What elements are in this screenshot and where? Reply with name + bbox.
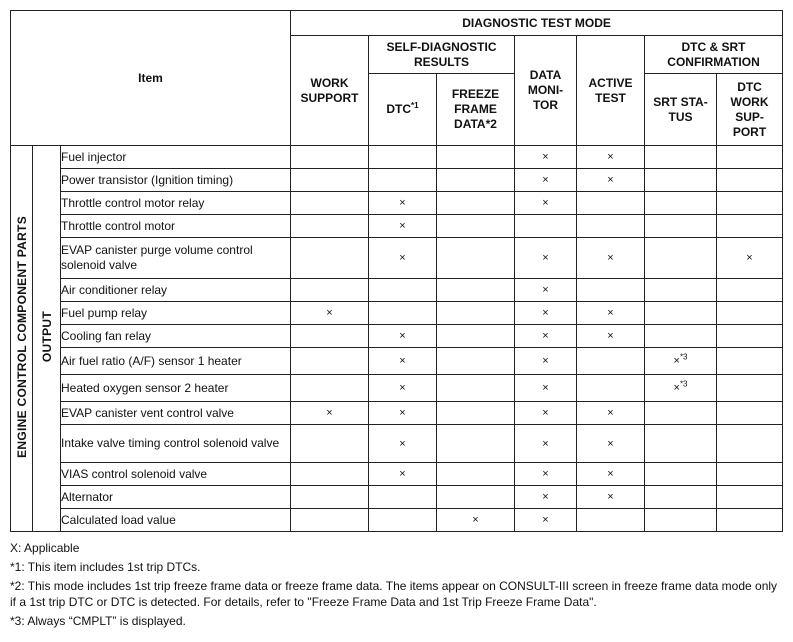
dtc-work-support-header: DTC WORK SUP- PORT bbox=[717, 74, 783, 146]
applicable-mark bbox=[437, 463, 515, 486]
applicable-mark bbox=[717, 215, 783, 238]
applicable-mark bbox=[645, 146, 717, 169]
applicable-mark bbox=[645, 192, 717, 215]
applicable-mark bbox=[645, 425, 717, 463]
applicable-mark bbox=[437, 238, 515, 279]
item-name: Calculated load value bbox=[61, 509, 291, 532]
table-body bbox=[11, 146, 783, 532]
applicable-mark bbox=[291, 325, 369, 348]
applicable-mark bbox=[645, 169, 717, 192]
applicable-mark: × bbox=[577, 325, 645, 348]
table-row bbox=[11, 215, 783, 238]
table-row bbox=[11, 509, 783, 532]
table-row bbox=[11, 348, 783, 375]
data-monitor-header: DATA MONI- TOR bbox=[515, 36, 577, 146]
applicable-mark: × bbox=[515, 402, 577, 425]
applicable-mark bbox=[291, 169, 369, 192]
item-name: Alternator bbox=[61, 486, 291, 509]
footnote: *1: This item includes 1st trip DTCs. bbox=[10, 560, 201, 574]
item-name: Fuel pump relay bbox=[61, 302, 291, 325]
applicable-mark bbox=[437, 169, 515, 192]
applicable-mark bbox=[717, 348, 783, 375]
applicable-mark bbox=[645, 325, 717, 348]
applicable-mark bbox=[717, 425, 783, 463]
applicable-mark: × bbox=[515, 375, 577, 402]
applicable-mark bbox=[291, 348, 369, 375]
applicable-mark bbox=[645, 486, 717, 509]
applicable-mark: × bbox=[369, 425, 437, 463]
applicable-mark: × bbox=[369, 192, 437, 215]
applicable-mark bbox=[291, 425, 369, 463]
applicable-mark: × bbox=[515, 509, 577, 532]
table-row bbox=[11, 169, 783, 192]
applicable-mark: × bbox=[515, 302, 577, 325]
srt-status-header: SRT STA- TUS bbox=[645, 74, 717, 146]
applicable-mark bbox=[645, 402, 717, 425]
mark-footnote-ref: *3 bbox=[679, 352, 688, 362]
footnotes bbox=[10, 540, 785, 632]
item-name: Throttle control motor relay bbox=[61, 192, 291, 215]
applicable-mark bbox=[437, 192, 515, 215]
item-name: Intake valve timing control solenoid valve bbox=[61, 425, 291, 463]
applicable-mark bbox=[577, 192, 645, 215]
applicable-mark: × bbox=[515, 192, 577, 215]
applicable-mark bbox=[717, 509, 783, 532]
applicable-mark bbox=[645, 215, 717, 238]
applicable-mark: × bbox=[515, 238, 577, 279]
applicable-mark bbox=[645, 509, 717, 532]
applicable-mark: × bbox=[369, 325, 437, 348]
applicable-mark bbox=[645, 302, 717, 325]
applicable-mark: × bbox=[577, 169, 645, 192]
applicable-mark bbox=[645, 279, 717, 302]
applicable-mark bbox=[577, 509, 645, 532]
table-row bbox=[11, 238, 783, 279]
item-name: Air conditioner relay bbox=[61, 279, 291, 302]
item-name: Fuel injector bbox=[61, 146, 291, 169]
dtc-srt-confirmation-header: DTC & SRT CONFIRMATION bbox=[645, 36, 783, 74]
applicable-mark bbox=[437, 348, 515, 375]
applicable-mark bbox=[437, 302, 515, 325]
applicable-mark: × bbox=[515, 279, 577, 302]
subgroup-label: OUTPUT bbox=[39, 311, 54, 363]
work-support-header: WORK SUPPORT bbox=[291, 36, 369, 146]
item-name: Throttle control motor bbox=[61, 215, 291, 238]
applicable-mark: × bbox=[577, 402, 645, 425]
group-label: ENGINE CONTROL COMPONENT PARTS bbox=[14, 216, 29, 458]
item-header: Item bbox=[11, 11, 291, 146]
applicable-mark: × bbox=[577, 463, 645, 486]
dtc-header: DTC$^{*1}$ bbox=[369, 74, 437, 146]
applicable-mark bbox=[437, 425, 515, 463]
applicable-mark: × bbox=[515, 425, 577, 463]
applicable-mark: ×$^{*3}$ bbox=[645, 348, 717, 375]
applicable-mark bbox=[717, 146, 783, 169]
applicable-mark bbox=[717, 302, 783, 325]
item-name: EVAP canister purge volume control solenoid valve bbox=[61, 238, 291, 279]
applicable-mark bbox=[291, 509, 369, 532]
applicable-mark bbox=[369, 509, 437, 532]
applicable-mark bbox=[717, 192, 783, 215]
table-row bbox=[11, 486, 783, 509]
applicable-mark bbox=[577, 375, 645, 402]
applicable-mark bbox=[645, 463, 717, 486]
table-row bbox=[11, 425, 783, 463]
table-row bbox=[11, 402, 783, 425]
applicable-mark bbox=[437, 279, 515, 302]
applicable-mark: × bbox=[369, 463, 437, 486]
applicable-mark: ×$^{*3}$ bbox=[645, 375, 717, 402]
applicable-mark bbox=[291, 192, 369, 215]
applicable-mark: × bbox=[369, 348, 437, 375]
applicable-mark bbox=[437, 215, 515, 238]
applicable-mark bbox=[717, 375, 783, 402]
diagnostic-test-mode-header: DIAGNOSTIC TEST MODE bbox=[291, 11, 783, 36]
applicable-mark bbox=[645, 238, 717, 279]
applicable-mark bbox=[369, 302, 437, 325]
applicable-mark bbox=[717, 463, 783, 486]
table-row bbox=[11, 302, 783, 325]
applicable-mark bbox=[717, 486, 783, 509]
applicable-mark: × bbox=[369, 215, 437, 238]
applicable-mark: × bbox=[369, 402, 437, 425]
applicable-mark bbox=[437, 146, 515, 169]
applicable-mark: × bbox=[515, 348, 577, 375]
applicable-mark: × bbox=[577, 302, 645, 325]
table-row bbox=[11, 375, 783, 402]
applicable-mark bbox=[291, 279, 369, 302]
applicable-mark: × bbox=[369, 238, 437, 279]
applicable-mark bbox=[369, 279, 437, 302]
table-row bbox=[11, 463, 783, 486]
subgroup-label-cell bbox=[33, 146, 61, 532]
applicable-mark bbox=[717, 325, 783, 348]
applicable-mark bbox=[291, 463, 369, 486]
item-name: Cooling fan relay bbox=[61, 325, 291, 348]
applicable-mark bbox=[291, 146, 369, 169]
applicable-mark: × bbox=[369, 375, 437, 402]
item-name: Power transistor (Ignition timing) bbox=[61, 169, 291, 192]
applicable-mark: × bbox=[577, 238, 645, 279]
applicable-mark: × bbox=[717, 238, 783, 279]
applicable-mark: × bbox=[291, 302, 369, 325]
mark-footnote-ref: *3 bbox=[679, 379, 688, 389]
applicable-mark: × bbox=[515, 486, 577, 509]
diagnostic-mode-table bbox=[10, 10, 783, 532]
applicable-mark bbox=[717, 279, 783, 302]
applicable-mark bbox=[515, 215, 577, 238]
applicable-mark bbox=[369, 169, 437, 192]
table-row bbox=[11, 192, 783, 215]
applicable-mark: × bbox=[437, 509, 515, 532]
applicable-mark bbox=[291, 375, 369, 402]
applicable-mark bbox=[577, 348, 645, 375]
footnote: *3: Always “CMPLT” is displayed. bbox=[10, 614, 186, 628]
table-row bbox=[11, 146, 783, 169]
item-name: EVAP canister vent control valve bbox=[61, 402, 291, 425]
applicable-mark bbox=[291, 486, 369, 509]
applicable-mark: × bbox=[515, 169, 577, 192]
applicable-mark bbox=[291, 238, 369, 279]
item-name: Air fuel ratio (A/F) sensor 1 heater bbox=[61, 348, 291, 375]
applicable-mark bbox=[369, 146, 437, 169]
table-row bbox=[11, 325, 783, 348]
applicable-mark: × bbox=[577, 425, 645, 463]
applicable-mark: × bbox=[577, 146, 645, 169]
applicable-mark bbox=[437, 375, 515, 402]
footnote: *2: This mode includes 1st trip freeze frame data or freeze frame data. The items appear on CONSULT-III screen in freeze frame data mode only if a 1st trip DTC or DTC is detected. For details, refer to "Freeze Frame Data and 1st Trip Freeze Frame Data". bbox=[10, 579, 778, 609]
applicable-mark bbox=[437, 325, 515, 348]
applicable-mark bbox=[717, 402, 783, 425]
applicable-mark bbox=[369, 486, 437, 509]
applicable-mark: × bbox=[515, 146, 577, 169]
group-label-cell bbox=[11, 146, 33, 532]
applicable-mark: × bbox=[515, 463, 577, 486]
applicable-mark bbox=[577, 215, 645, 238]
applicable-mark bbox=[437, 402, 515, 425]
applicable-mark: × bbox=[291, 402, 369, 425]
applicable-mark: × bbox=[577, 486, 645, 509]
freeze-frame-header: FREEZE FRAME DATA*2 bbox=[437, 74, 515, 146]
applicable-mark: × bbox=[515, 325, 577, 348]
item-name: Heated oxygen sensor 2 heater bbox=[61, 375, 291, 402]
footnote: X: Applicable bbox=[10, 541, 80, 555]
applicable-mark bbox=[437, 486, 515, 509]
table-row bbox=[11, 279, 783, 302]
applicable-mark bbox=[291, 215, 369, 238]
active-test-header: ACTIVE TEST bbox=[577, 36, 645, 146]
item-name: VIAS control solenoid valve bbox=[61, 463, 291, 486]
self-diagnostic-results-header: SELF-DIAGNOSTIC RESULTS bbox=[369, 36, 515, 74]
applicable-mark bbox=[717, 169, 783, 192]
applicable-mark bbox=[577, 279, 645, 302]
